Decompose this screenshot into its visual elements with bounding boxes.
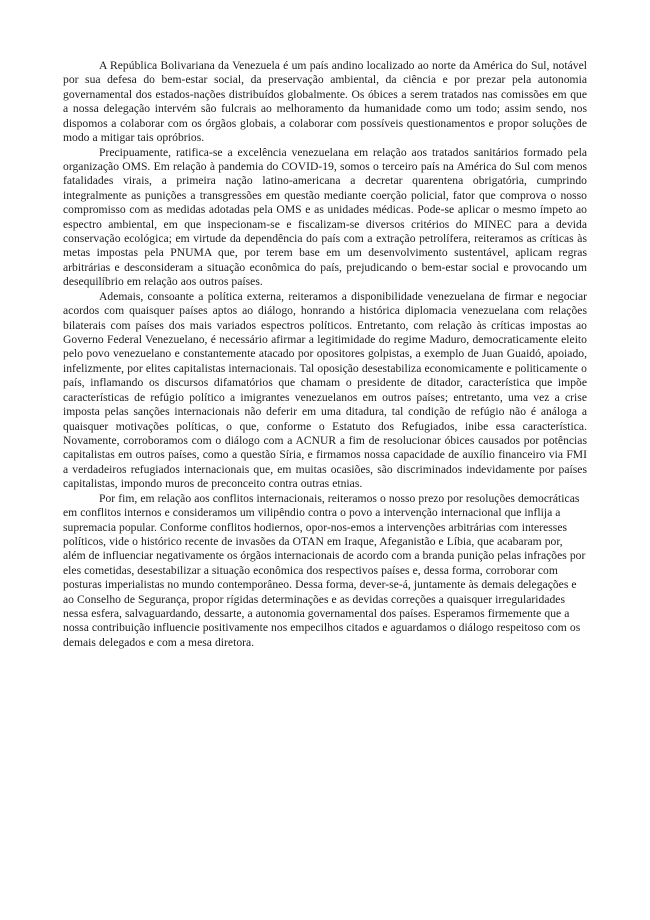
paragraph-3: Ademais, consoante a política externa, reiteramos a disponibilidade venezuelana de firmar e negociar acordos com quaisquer países aptos ao diálogo, honrando a histórica diplomacia venezuelana com relações bilaterais com países dos mais variados espectros políticos. Entretanto, com relação às críticas impostas ao Governo Federal Venezuelano, é necessário afirmar a legitimidade do regime Maduro, democraticamente eleito pelo povo venezuelano e constantemente atacado por opositores golpistas, a exemplo de Juan Guaidó, apoiado, infelizmente, por elites capitalistas internacionais. Tal oposição desestabiliza economicamente e politicamente o país, inflamando os discursos difamatórios que chamam o presidente de ditador, característica que impõe características de refúgio político a imigrantes venezuelanos em outros países; entretanto, uma vez a crise imposta pelas sanções internacionais não deferir em uma ditadura, tal condição de refúgio não é análoga a quaisquer motivações políticas, o que, conforme o Estatuto dos Refugiados, inibe essa característica. Novamente, corroboramos com o diálogo com a ACNUR a fim de resolucionar óbices causados por potências capitalistas em outros países, como a questão Síria, e firmamos nossa capacidade de auxílio financeiro via FMI a verdadeiros refugiados internacionais que, em muitas ocasiões, são discriminados indevidamente por países capitalistas, impondo muros de preconceito contra outras etnias.: [63, 289, 587, 491]
paragraph-2: Precipuamente, ratifica-se a excelência venezuelana em relação aos tratados sanitários formado pela organização OMS. Em relação à pandemia do COVID-19, somos o terceiro país na América do Sul com menos fatalidades virais, a primeira nação latino-americana a decretar quarentena obrigatória, cumprindo integralmente as punições a transgressões em questão mediante coerção policial, fator que comprova o nosso compromisso com as medidas adotadas pela OMS e as unidades médicas. Pode-se aplicar o mesmo ímpeto ao espectro ambiental, em que inspecionam-se e fiscalizam-se diversos critérios do MINEC para a devida conservação ecológica; em virtude da dependência do país com a extração petrolífera, reiteramos as críticas às metas impostas pela PNUMA que, por terem base em um desenvolvimento sustentável, aplicam regras arbitrárias e desconsideram a situação econômica do país, prejudicando o bem-estar social e provocando um desequilíbrio em relação aos outros países.: [63, 145, 587, 289]
paragraph-1: A República Bolivariana da Venezuela é um país andino localizado ao norte da América do Sul, notável por sua defesa do bem-estar social, da preservação ambiental, da ciência e por prezar pela autonomia governamental dos estados-nações distribuídos globalmente. Os óbices a serem tratados nas comissões em que a nossa delegação intervém são fulcrais ao melhoramento da humanidade como um todo; assim sendo, nos dispomos a colaborar com os órgãos globais, a colaborar com possíveis questionamentos e propor soluções de modo a mitigar tais opróbrios.: [63, 59, 587, 145]
paragraph-4: Por fim, em relação aos conflitos internacionais, reiteramos o nosso prezo por resoluções democráticas em conflitos internos e consideramos um vilipêndio contra o povo a intervenção internacional que inflija a supremacia popular. Conforme conflitos hodiernos, opor-nos-emos a intervenções arbitrárias com interesses políticos, vide o histórico recente de invasões da OTAN em Iraque, Afeganistão e Líbia, que acabaram por, além de influenciar negativamente os órgãos internacionais de acordo com a branda punição pelas infrações por eles cometidas, desestabilizar a situação econômica dos respectivos países e, dessa forma, corroborar com posturas imperialistas no mundo contemporâneo. Dessa forma, dever-se-á, juntamente às demais delegações e ao Conselho de Segurança, propor rígidas determinações e as devidas correções a quaisquer irregularidades nessa esfera, salvaguardando, dessarte, a autonomia governamental dos países. Esperamos firmemente que a nossa contribuição influencie positivamente nos empecilhos citados e aguardamos o diálogo respeitoso com os demais delegados e com a mesa diretora.: [63, 491, 586, 649]
document-text-body: [63, 59, 587, 650]
